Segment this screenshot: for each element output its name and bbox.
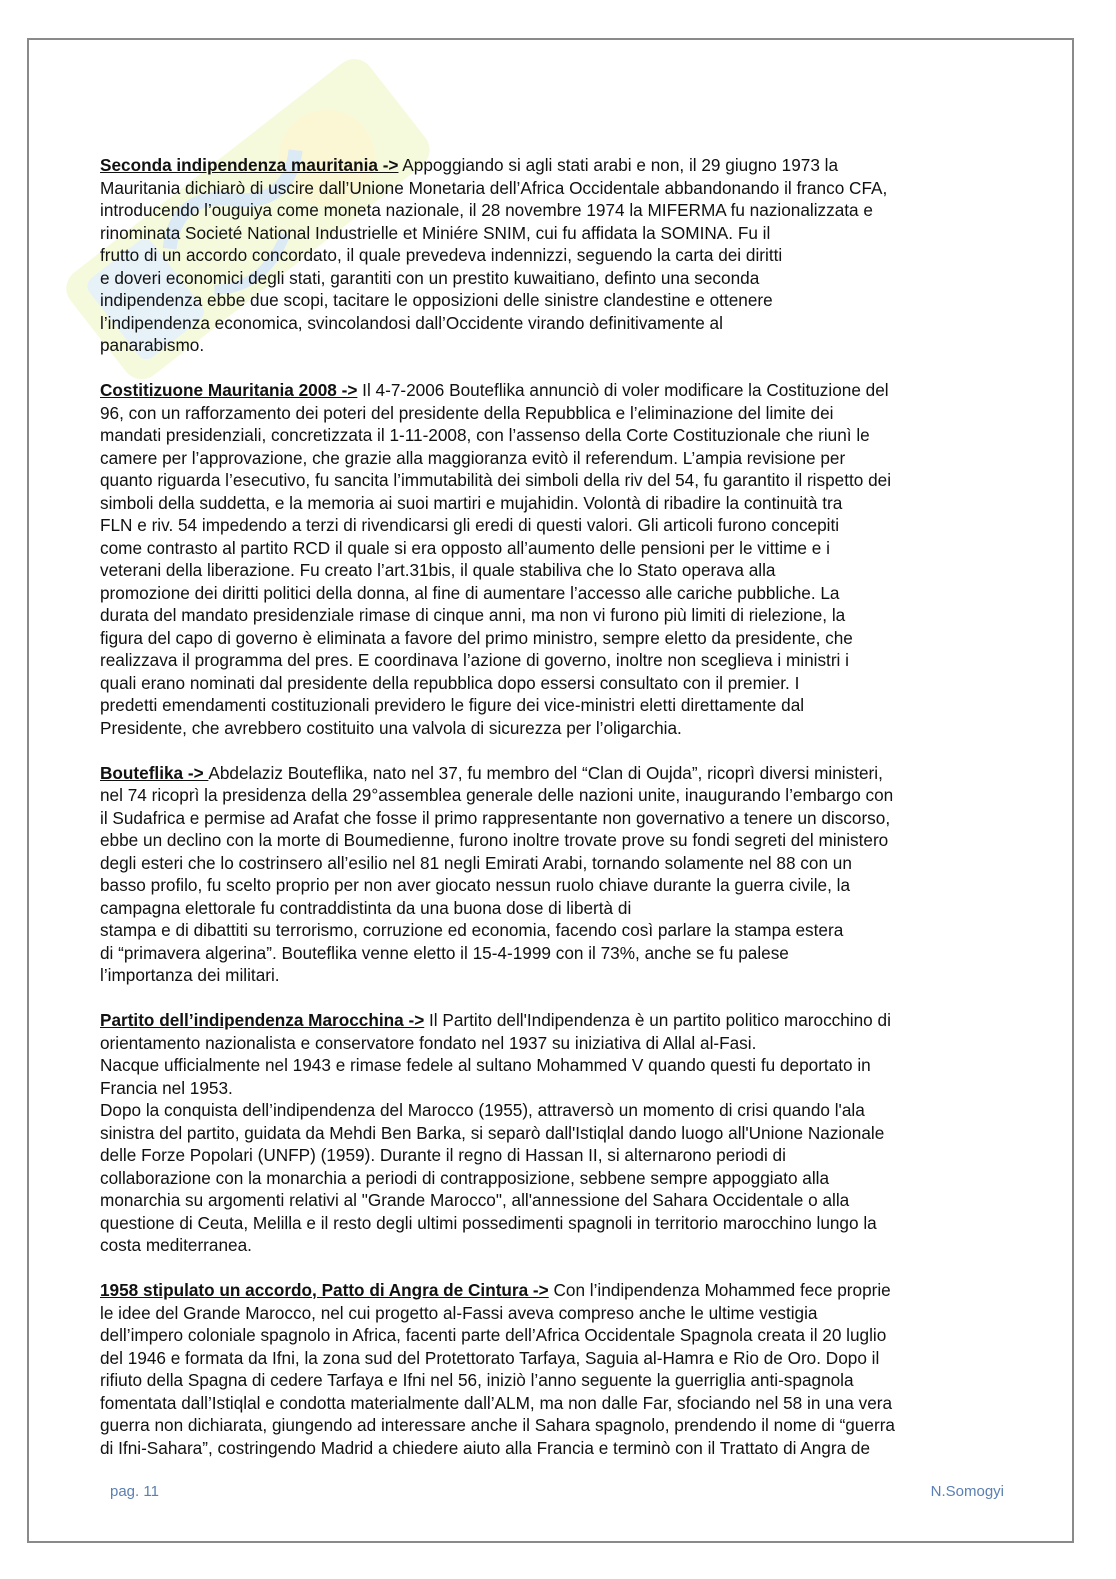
section-partito-indipendenza [100, 1009, 1015, 1257]
section-heading: Seconda indipendenza mauritania -> [100, 155, 399, 175]
text-line: durata del mandato presidenziale rimase di cinque anni, ma non vi furono più limiti di rielezione, la [100, 605, 846, 625]
text-line: Seconda indipendenza mauritania -> Appoggiando si agli stati arabi e non, il 29 giugno 1973 la [100, 155, 839, 175]
section-seconda-indipendenza [100, 154, 1015, 357]
text-line: Partito dell’indipendenza Marocchina -> Il Partito dell'Indipendenza è un partito politico marocchino di [100, 1010, 891, 1030]
text-line: Nacque ufficialmente nel 1943 e rimase fedele al sultano Mohammed V quando questi fu deportato in [100, 1055, 871, 1075]
text-line: panarabismo. [100, 335, 205, 355]
text-line: e doveri economici degli stati, garantiti con un prestito kuwaitiano, definto una seconda [100, 267, 760, 288]
text-line: stampa e di dibattiti su terrorismo, corruzione ed economia, facendo così parlare la stampa estera [100, 920, 844, 940]
text-line: Costitizuone Mauritania 2008 -> Il 4-7-2006 Bouteflika annunciò di voler modificare la Costituzione del [100, 380, 889, 400]
text-line: guerra non dichiarata, giungendo ad interessare anche il Sahara spagnolo, prendendo il nome di “guerra [100, 1415, 895, 1435]
text-line: quanto riguarda l’esecutivo, fu sancita l’immutabilità dei simboli della riv del 54, fu garantito il rispetto dei [100, 470, 892, 490]
text-line: dell’impero coloniale spagnolo in Africa, facenti parte dell’Africa Occidentale Spagnola creata il 20 luglio [100, 1325, 887, 1345]
text-line: mandati presidenziali, concretizzata il 1-11-2008, con l’assenso della Corte Costituzionale che riunì le [100, 425, 870, 445]
section-bouteflika [100, 762, 1015, 987]
text-line: basso profilo, fu scelto proprio per non aver giocato nessun ruolo chiave durante la guerra civile, la [100, 875, 850, 895]
text-line: introducendo l’ouguiya come moneta nazionale, il 28 novembre 1974 la MIFERMA fu nazionalizzata e [100, 200, 873, 220]
text-line: quali erano nominati dal presidente della repubblica dopo essersi consultato con il premier. I [100, 672, 800, 693]
text-line: indipendenza ebbe due scopi, tacitare le opposizioni delle sinistre clandestine e ottenere [100, 290, 773, 310]
document-body [100, 154, 1015, 1482]
text-line: le idee del Grande Marocco, nel cui progetto al-Fassi aveva compreso anche le ultime vestigia [100, 1302, 818, 1323]
text-line: rinominata Societé National Industrielle et Miniére SNIM, cui fu affidata la SOMINA. Fu il [100, 222, 771, 243]
text-line: Dopo la conquista dell’indipendenza del Marocco (1955), attraversò un momento di crisi quando l'ala [100, 1100, 865, 1120]
text-line: l’importanza dei militari. [100, 965, 280, 985]
text-line: predetti emendamenti costituzionali previdero le figure dei vice-ministri eletti direttamente dal [100, 695, 805, 715]
text-line: Bouteflika -> Abdelaziz Bouteflika, nato nel 37, fu membro del “Clan di Oujda”, ricoprì diversi ministeri, [100, 762, 883, 783]
text-line: del 1946 e formata da Ifni, la zona sud del Protettorato Tarfaya, Saguia al-Hamra e Rio de Oro. Dopo il [100, 1347, 880, 1368]
text-line: questione di Ceuta, Melilla e il resto degli ultimi possedimenti spagnoli in territorio marocchino lungo la [100, 1212, 877, 1233]
section-costituzione [100, 379, 1015, 739]
text-line: collaborazione con la monarchia a periodi di contrapposizione, sebbene sempre appoggiato alla [100, 1167, 830, 1188]
text-line: costa mediterranea. [100, 1235, 252, 1255]
section-heading: 1958 stipulato un accordo, Patto di Angra de Cintura -> [100, 1280, 549, 1300]
text-line: Mauritania dichiarò di uscire dall’Unione Monetaria dell’Africa Occidentale abbandonando il franco CFA, [100, 177, 888, 198]
text-line: 96, con un rafforzamento dei poteri del presidente della Repubblica e l’eliminazione del limite dei [100, 402, 834, 423]
text-line: 1958 stipulato un accordo, Patto di Angra de Cintura -> Con l’indipendenza Mohammed fece proprie [100, 1280, 891, 1300]
text-line: sinistra del partito, guidata da Mehdi Ben Barka, si separò dall'Istiqlal dando luogo all'Unione Nazionale [100, 1122, 885, 1143]
section-heading: Costitizuone Mauritania 2008 -> [100, 380, 358, 400]
text-line: promozione dei diritti politici della donna, al fine di aumentare l’accesso alle cariche pubbliche. La [100, 582, 840, 603]
text-line: nel 74 ricoprì la presidenza della 29°assemblea generale delle nazioni unite, inaugurando l’embargo con [100, 785, 894, 805]
page-number: pag. 11 [110, 1483, 159, 1500]
text-line: camere per l’approvazione, che grazie alla maggioranza evitò il referendum. L’ampia revisione per [100, 447, 846, 468]
text-line: come contrasto al partito RCD il quale si era opposto all’aumento delle pensioni per le vittime e i [100, 537, 830, 558]
text-line: il Sudafrica e permise ad Arafat che fosse il primo rappresentante non governativo a tenere un discorso, [100, 807, 891, 828]
text-line: frutto di un accordo concordato, il quale prevedeva indennizzi, seguendo la carta dei diritti [100, 245, 783, 265]
text-line: degli esteri che lo costrinsero all’esilio nel 81 negli Emirati Arabi, tornando solamente nel 88 con un [100, 852, 852, 873]
text-line: rifiuto della Spagna di cedere Tarfaya e Ifni nel 56, iniziò l’anno seguente la guerriglia anti-spagnola [100, 1370, 854, 1390]
text-line: realizzava il programma del pres. E coordinava l’azione di governo, inoltre non sceglieva i ministri i [100, 650, 849, 670]
text-line: Presidente, che avrebbero costituito una valvola di sicurezza per l’oligarchia. [100, 717, 682, 738]
text-line: monarchia su argomenti relativi al "Grande Marocco", all'annessione del Sahara Occidentale o alla [100, 1190, 850, 1210]
text-line: fomentata dall’Istiqlal e condotta materialmente dall’ALM, ma non dalle Far, sfociando nel 58 in una vera [100, 1392, 893, 1413]
section-heading: Bouteflika -> [100, 762, 209, 783]
text-line: FLN e riv. 54 impedendo a terzi di rivendicarsi gli eredi di questi valori. Gli articoli furono concepiti [100, 515, 840, 535]
text-line: Francia nel 1953. [100, 1077, 233, 1098]
footer-author: N.Somogyi [930, 1483, 1004, 1500]
text-line: campagna elettorale fu contraddistinta da una buona dose di libertà di [100, 897, 632, 918]
section-heading: Partito dell’indipendenza Marocchina -> [100, 1010, 425, 1030]
text-line: l’indipendenza economica, svincolandosi dall’Occidente virando definitivamente al [100, 312, 723, 333]
text-line: simboli della suddetta, e la memoria ai suoi martiri e mujahidin. Volontà di ribadire la continuità tra [100, 492, 843, 513]
text-line: delle Forze Popolari (UNFP) (1959). Durante il regno di Hassan II, si alternarono periodi di [100, 1145, 786, 1165]
text-line: ebbe un declino con la morte di Boumedienne, furono inoltre trovate prove su fondi segreti del ministero [100, 830, 889, 850]
section-patto-angra [100, 1279, 1015, 1459]
text-line: orientamento nazionalista e conservatore fondato nel 1937 su iniziativa di Allal al-Fasi. [100, 1032, 757, 1053]
text-line: figura del capo di governo è eliminata a favore del primo ministro, sempre eletto da presidente, che [100, 627, 853, 648]
text-line: veterani della liberazione. Fu creato l’art.31bis, il quale stabiliva che lo Stato operava alla [100, 560, 776, 580]
text-line: di Ifni-Sahara”, costringendo Madrid a chiedere aiuto alla Francia e terminò con il Trattato di Angra de [100, 1437, 871, 1458]
text-line: di “primavera algerina”. Bouteflika venne eletto il 15-4-1999 con il 73%, anche se fu palese [100, 942, 789, 963]
